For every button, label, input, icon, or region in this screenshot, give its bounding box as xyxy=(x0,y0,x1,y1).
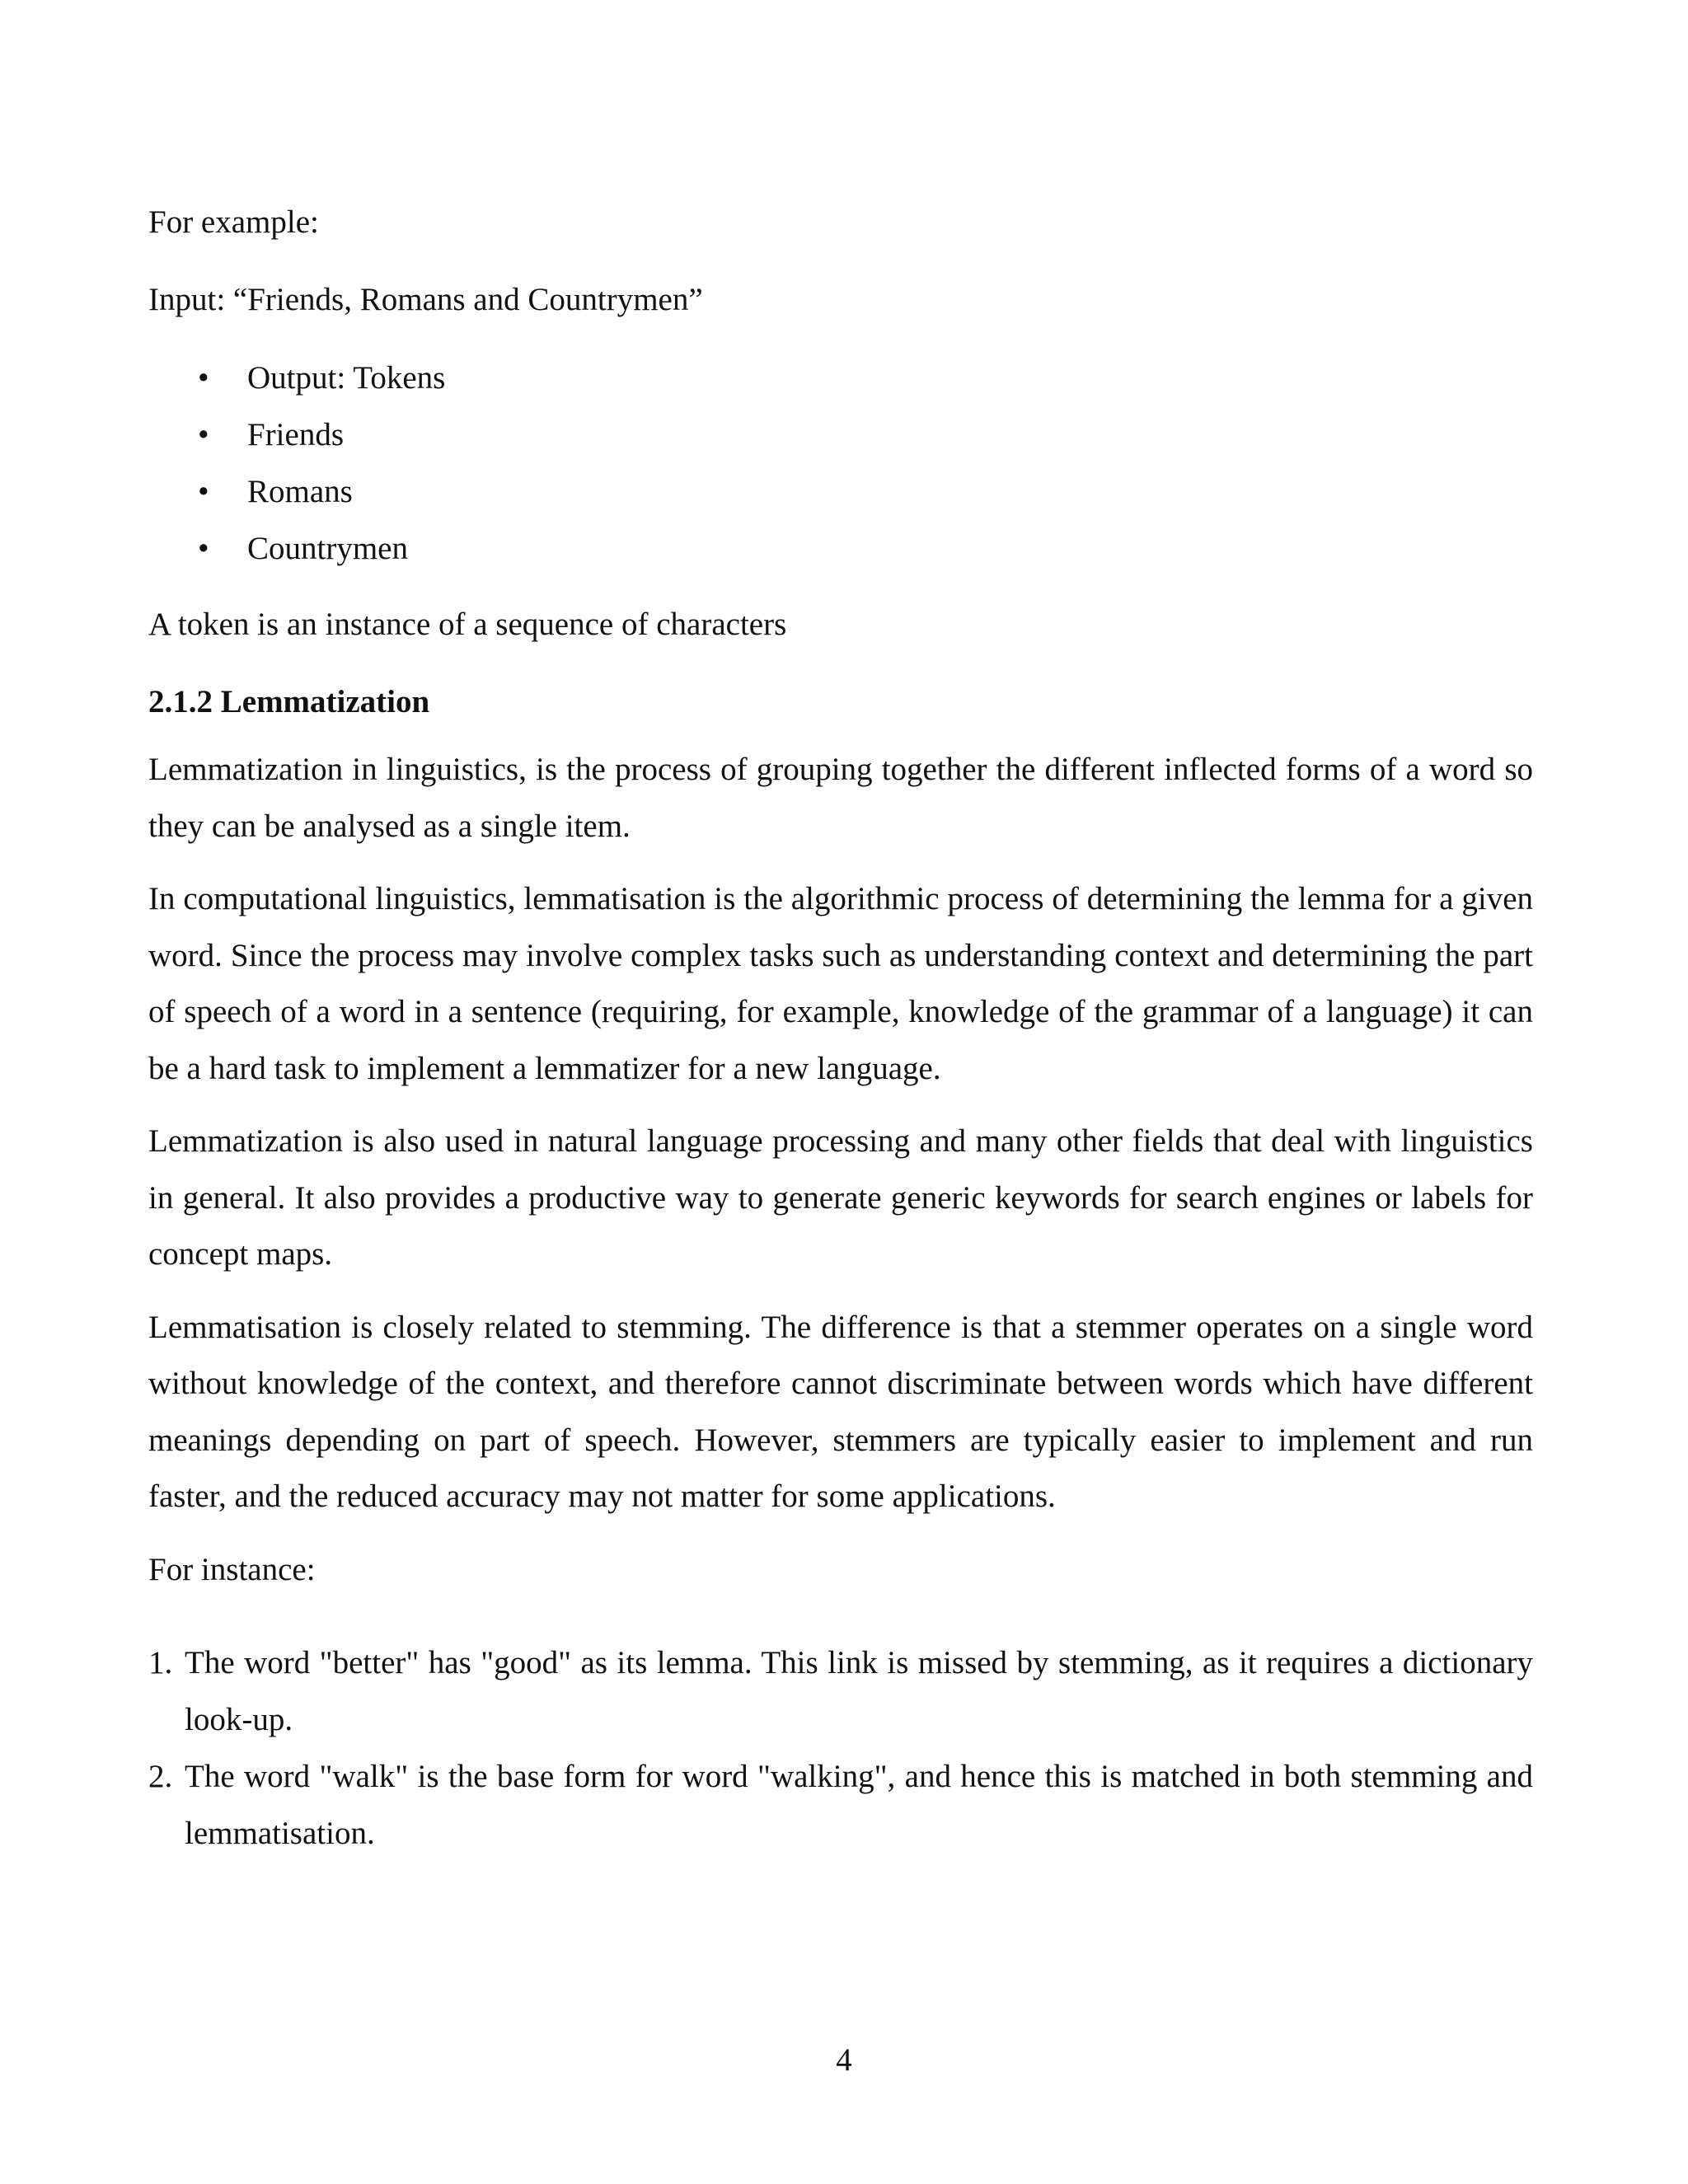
document-page xyxy=(148,194,1533,1862)
list-number: 2. xyxy=(148,1758,173,1794)
list-item-text: The word "walk" is the base form for word "walking", and hence this is matched in both stemming and lemmatisation. xyxy=(185,1758,1533,1851)
numbered-list xyxy=(148,1634,1533,1862)
bullet-icon: • xyxy=(198,360,209,396)
list-item xyxy=(148,349,1533,406)
list-item xyxy=(148,463,1533,520)
list-item-text: Countrymen xyxy=(247,531,408,566)
list-item xyxy=(148,406,1533,463)
list-item xyxy=(148,520,1533,577)
input-line: Input: “Friends, Romans and Countrymen” xyxy=(148,282,703,317)
instance-label: For instance: xyxy=(148,1551,316,1587)
list-item xyxy=(148,1634,1533,1748)
bullet-icon: • xyxy=(198,531,209,566)
section-heading: 2.1.2 Lemmatization xyxy=(148,684,430,719)
list-item-text: Output: Tokens xyxy=(247,360,446,396)
list-item xyxy=(148,1748,1533,1862)
paragraph: In computational linguistics, lemmatisation is the algorithmic process of determining the lemma for a given word. Since the process may involve complex tasks such as understanding context and determining the part of speech of a word in a sentence (requiring, for example, knowledge of the grammar of a language) it can be a hard task to implement a lemmatizer for a new language. xyxy=(148,881,1533,1086)
page-number: 4 xyxy=(836,2042,852,2078)
list-number: 1. xyxy=(148,1644,173,1680)
list-item-text: Romans xyxy=(247,474,353,509)
bullet-icon: • xyxy=(198,474,209,509)
paragraph: Lemmatization is also used in natural language processing and many other fields that deal with linguistics in general. It also provides a productive way to generate generic keywords for search engines or labels for concept maps. xyxy=(148,1123,1533,1272)
token-bullet-list xyxy=(148,349,1533,577)
list-item-text: Friends xyxy=(247,417,344,452)
paragraph: Lemmatization in linguistics, is the process of grouping together the different inflected forms of a word so they can be analysed as a single item. xyxy=(148,752,1533,844)
bullet-icon: • xyxy=(198,417,209,452)
list-item-text: The word "better" has "good" as its lemma. This link is missed by stemming, as it requires a dictionary look-up. xyxy=(185,1644,1533,1737)
example-label: For example: xyxy=(148,204,319,240)
paragraph: Lemmatisation is closely related to stemming. The difference is that a stemmer operates on a single word without knowledge of the context, and therefore cannot discriminate between words which have different meanings depending on part of speech. However, stemmers are typically easier to implement and run faster, and the reduced accuracy may not matter for some applications. xyxy=(148,1309,1533,1514)
token-definition: A token is an instance of a sequence of characters xyxy=(148,607,787,642)
